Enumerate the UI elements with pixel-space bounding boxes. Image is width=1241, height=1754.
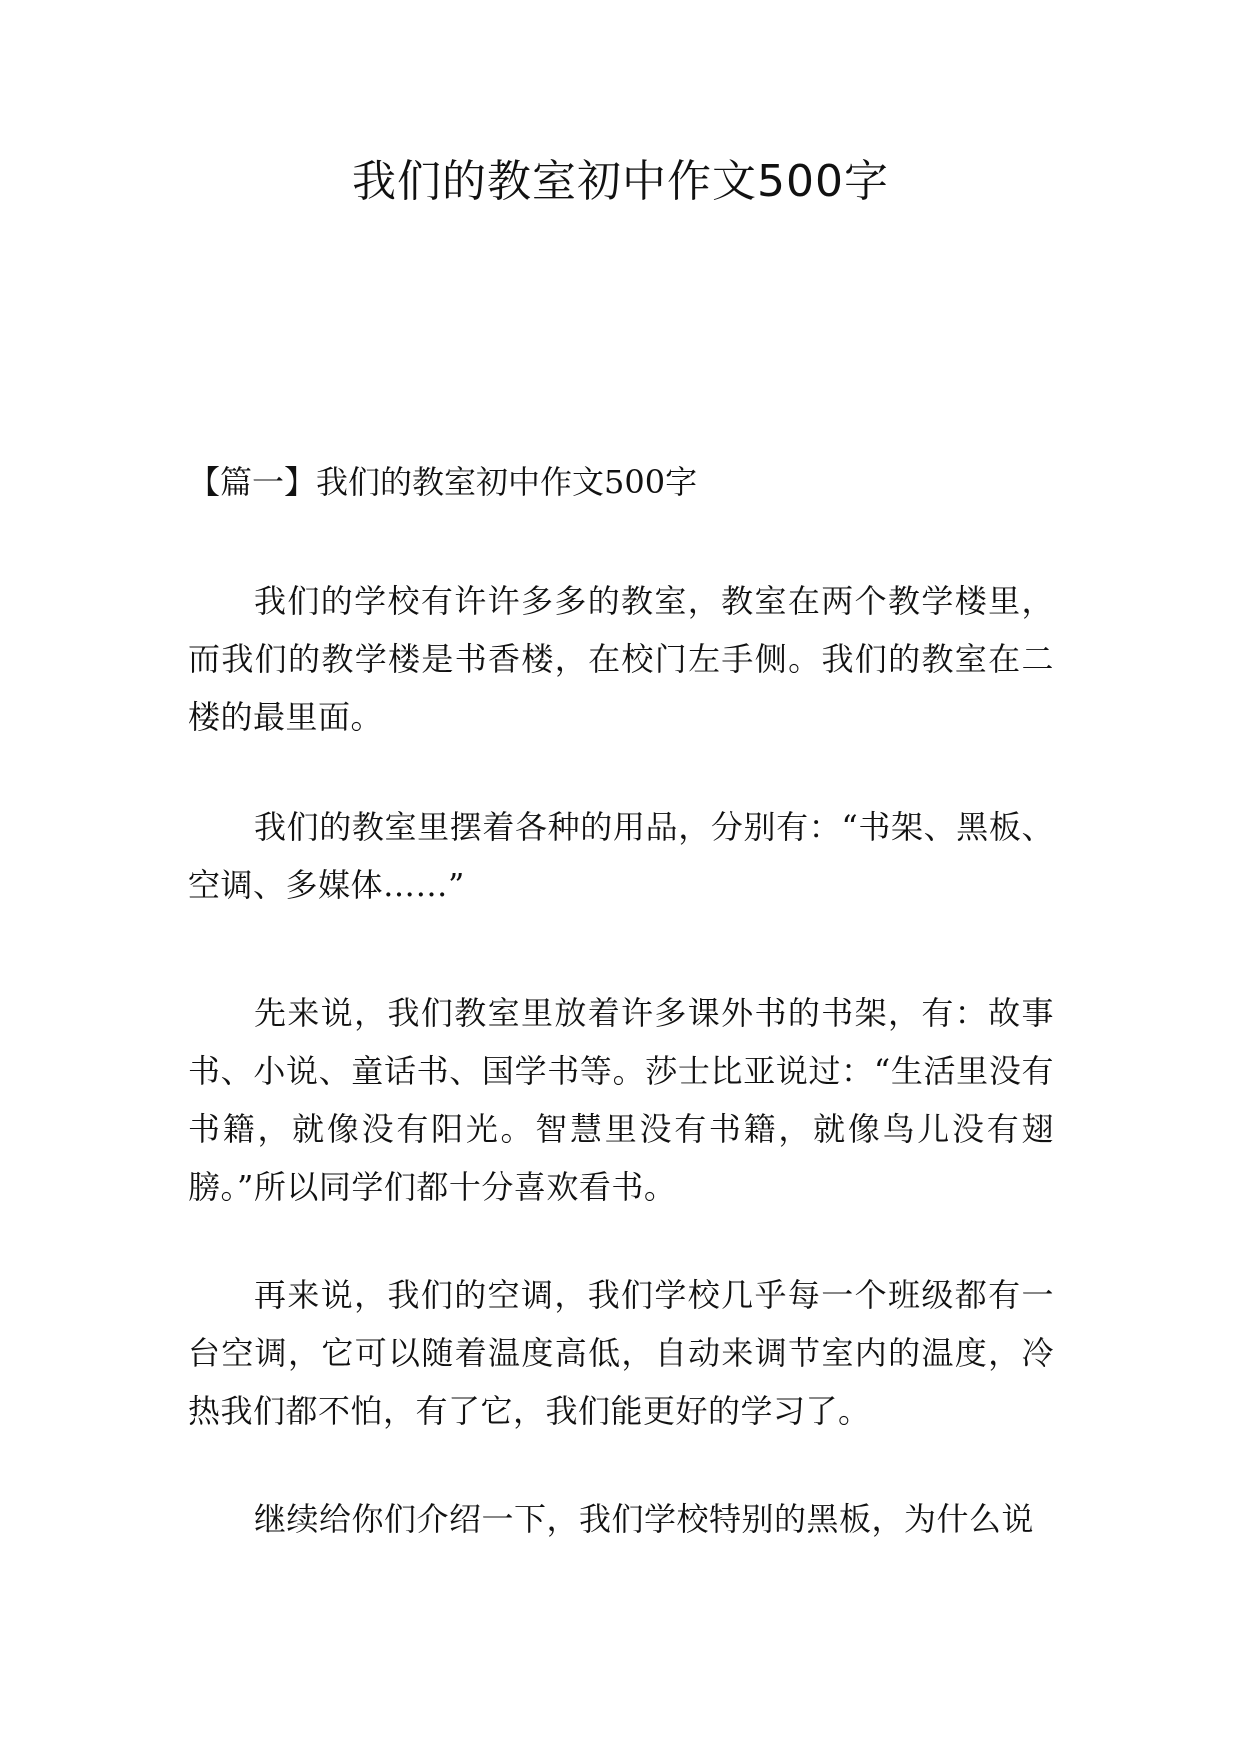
document-title: 我们的教室初中作文500字 — [352, 156, 889, 207]
paragraph-1: 我们的学校有许许多多的教室，教室在两个教学楼里，而我们的教学楼是书香楼，在校门左手侧。我们的教室在二楼的最里面。 — [188, 582, 1054, 736]
section-heading: 【篇一】我们的教室初中作文500字 — [188, 463, 698, 501]
paragraph-3: 先来说，我们教室里放着许多课外书的书架，有：故事书、小说、童话书、国学书等。莎士比亚说过：“生活里没有书籍，就像没有阳光。智慧里没有书籍，就像鸟儿没有翅膀。”所以同学们都十分喜欢看书。 — [188, 994, 1054, 1206]
paragraph-2: 我们的教室里摆着各种的用品，分别有：“书架、黑板、空调、多媒体……” — [188, 808, 1054, 904]
paragraph-5: 继续给你们介绍一下，我们学校特别的黑板，为什么说 — [254, 1500, 1035, 1538]
paragraph-4: 再来说，我们的空调，我们学校几乎每一个班级都有一台空调，它可以随着温度高低，自动来调节室内的温度，冷热我们都不怕，有了它，我们能更好的学习了。 — [188, 1276, 1054, 1430]
